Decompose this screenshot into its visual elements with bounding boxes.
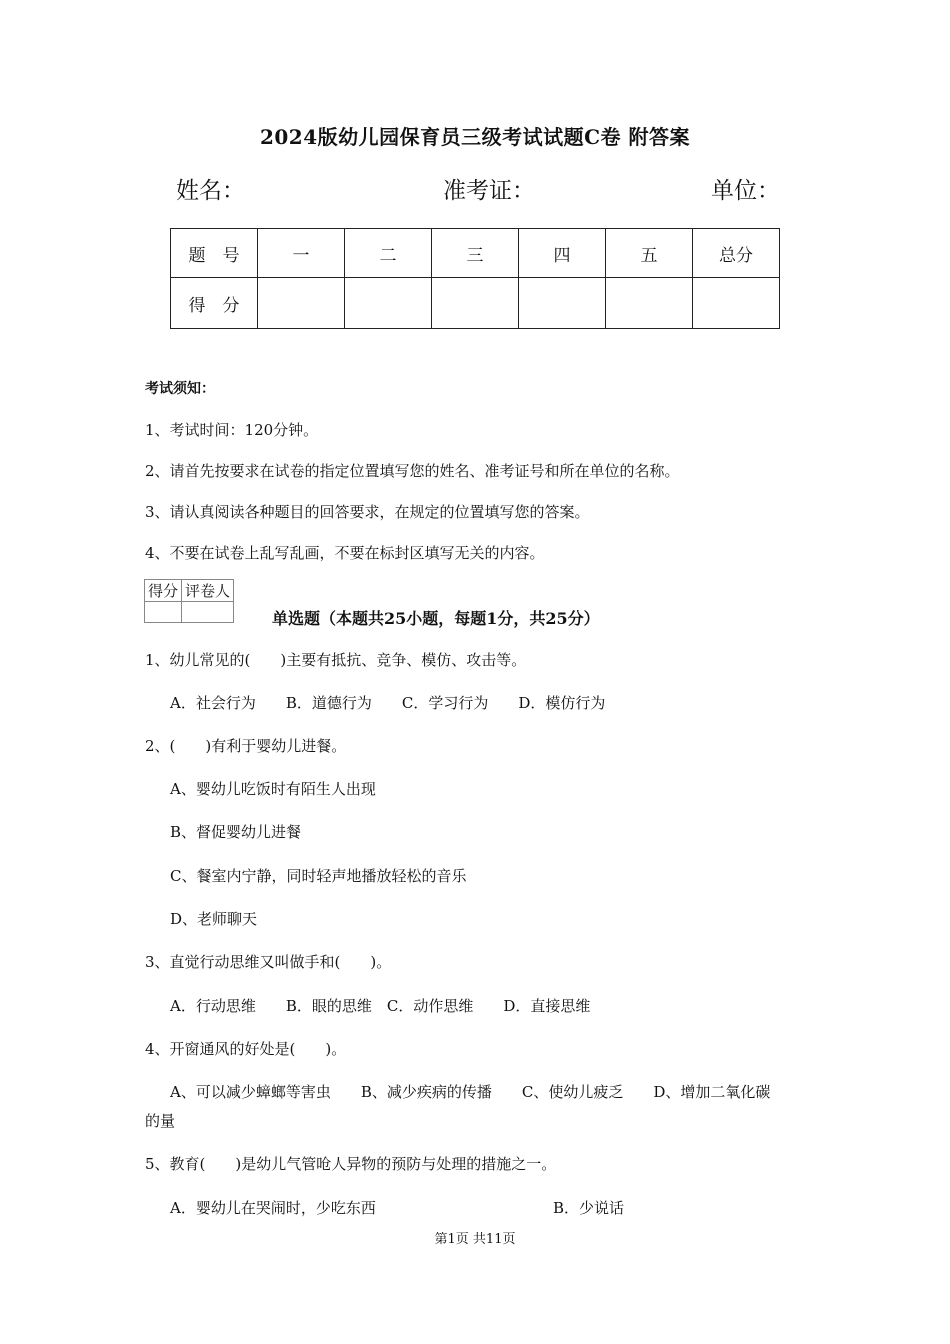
question-stem: 5、教育( )是幼儿气管呛人异物的预防与处理的措施之一。: [145, 1155, 557, 1173]
grader-table: [144, 579, 234, 623]
score-cell[interactable]: [606, 278, 693, 329]
score-table: [170, 228, 780, 329]
score-cell[interactable]: [258, 278, 345, 329]
question-stem: 4、开窗通风的好处是( )。: [145, 1040, 347, 1058]
exam-id-label: 准考证：: [443, 178, 535, 204]
notice-item: 2、请首先按要求在试卷的指定位置填写您的姓名、准考证号和所在单位的名称。: [145, 462, 680, 480]
score-table-header-cell: 三: [432, 229, 519, 278]
name-label: 姓名：: [176, 178, 245, 204]
score-cell[interactable]: [345, 278, 432, 329]
notice-heading: 考试须知：: [145, 381, 215, 397]
question-options: A．行动思维 B．眼的思维 C．动作思维 D．直接思维: [170, 997, 591, 1015]
score-table-score-row: [171, 278, 780, 329]
score-table-header-cell: 一: [258, 229, 345, 278]
score-cell[interactable]: [693, 278, 780, 329]
unit-label: 单位：: [711, 178, 780, 204]
question-stem: 2、( )有利于婴幼儿进餐。: [145, 737, 347, 755]
notice-item: 1、考试时间：120分钟。: [145, 421, 319, 439]
question-option: D、老师聊天: [170, 910, 258, 928]
question-option: B．少说话: [553, 1199, 625, 1217]
notice-item: 3、请认真阅读各种题目的回答要求，在规定的位置填写您的答案。: [145, 503, 590, 521]
question-option: C、餐室内宁静，同时轻声地播放轻松的音乐: [170, 867, 467, 885]
grader-reviewer-label: 评卷人: [182, 580, 234, 602]
score-table-header-cell: 四: [519, 229, 606, 278]
question-options-continued: 的量: [145, 1112, 176, 1130]
score-row-label: 得 分: [171, 278, 258, 329]
section-title: 单选题（本题共25小题，每题1分，共25分）: [272, 609, 600, 628]
question-stem: 1、幼儿常见的( )主要有抵抗、竞争、模仿、攻击等。: [145, 651, 527, 669]
grader-reviewer-cell[interactable]: [182, 602, 234, 623]
question-stem: 3、直觉行动思维又叫做手和( )。: [145, 953, 392, 971]
document-title: 2024版幼儿园保育员三级考试试题C卷 附答案: [259, 125, 691, 149]
score-cell[interactable]: [519, 278, 606, 329]
question-option: A、婴幼儿吃饭时有陌生人出现: [170, 780, 376, 798]
score-table-header-row: [171, 229, 780, 278]
grader-score-cell[interactable]: [145, 602, 182, 623]
score-table-header-cell: 总分: [693, 229, 780, 278]
question-options: A、可以减少蟑螂等害虫 B、减少疾病的传播 C、使幼儿疲乏 D、增加二氧化碳: [170, 1083, 771, 1101]
question-options: A．社会行为 B．道德行为 C．学习行为 D．模仿行为: [170, 694, 606, 712]
score-cell[interactable]: [432, 278, 519, 329]
grader-score-label: 得分: [145, 580, 182, 602]
question-option: B、督促婴幼儿进餐: [170, 823, 302, 841]
question-option: A．婴幼儿在哭闹时，少吃东西: [170, 1199, 376, 1217]
score-table-header-cell: 五: [606, 229, 693, 278]
page-footer: 第1页 共11页: [434, 1232, 516, 1247]
score-table-header-cell: 二: [345, 229, 432, 278]
notice-item: 4、不要在试卷上乱写乱画，不要在标封区填写无关的内容。: [145, 544, 545, 562]
score-table-header-cell: 题 号: [171, 229, 258, 278]
